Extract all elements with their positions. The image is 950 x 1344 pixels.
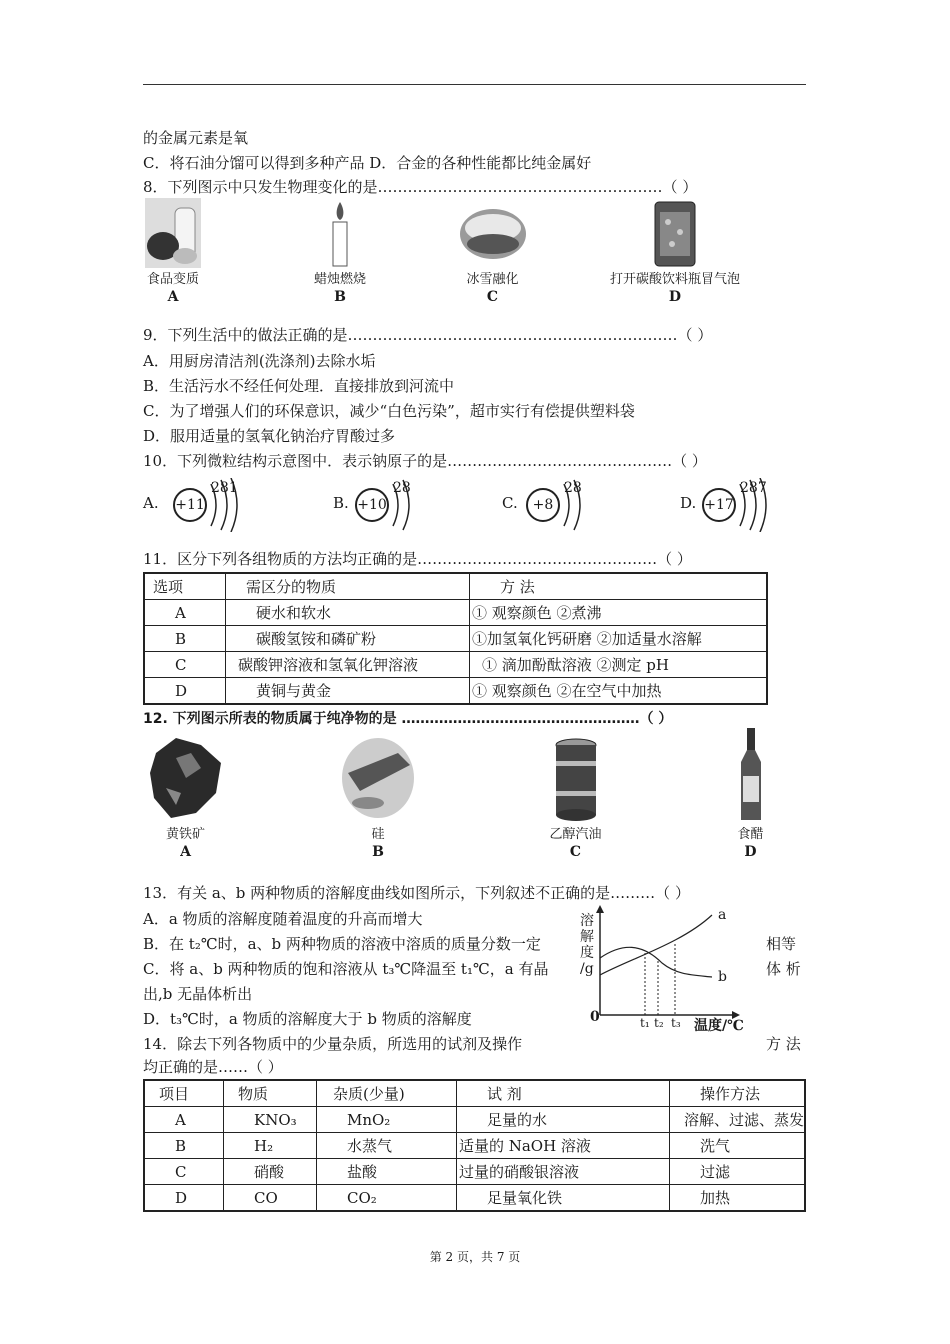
snow-melt-icon bbox=[458, 198, 528, 268]
q13-option: D．t₃℃时，a 物质的溶解度大于 b 物质的溶解度 bbox=[143, 1010, 472, 1028]
q12-option-d bbox=[728, 728, 773, 861]
q8-caption: 食品变质 bbox=[146, 272, 199, 287]
graph-tick: t₂ bbox=[654, 1016, 664, 1030]
q8-option-c bbox=[455, 198, 530, 306]
q13-option: A．a 物质的溶解度随着温度的升高而增大 bbox=[143, 910, 423, 928]
atom-nucleus: +10 bbox=[355, 488, 389, 522]
table-cell: MnO₂ bbox=[316, 1107, 456, 1133]
q8-option-b bbox=[305, 198, 375, 306]
table-cell: KNO₃ bbox=[223, 1107, 316, 1133]
text-line: C．将石油分馏可以得到多种产品 D．合金的各种性能都比纯金属好 bbox=[143, 154, 592, 172]
table-cell: 加热 bbox=[669, 1185, 805, 1212]
q11-table bbox=[143, 572, 768, 705]
table-header-row bbox=[144, 1080, 805, 1107]
table-cell: 溶解、过滤、蒸发 bbox=[669, 1107, 805, 1133]
atom-diagram-a bbox=[143, 478, 253, 532]
table-row bbox=[144, 1107, 805, 1133]
graph-tick: t₁ bbox=[640, 1016, 650, 1030]
table-header-row bbox=[144, 573, 767, 600]
q12-option-a bbox=[143, 733, 228, 861]
q8-letter: A bbox=[167, 289, 179, 305]
table-row bbox=[144, 1133, 805, 1159]
q12-letter: A bbox=[180, 844, 191, 860]
atom-nucleus: +11 bbox=[173, 488, 207, 522]
table-cell: B bbox=[144, 626, 226, 652]
graph-ylabel-char: 溶 bbox=[580, 913, 594, 929]
atom-electrons: 281 bbox=[211, 480, 238, 496]
table-cell: 足量氧化铁 bbox=[456, 1185, 669, 1212]
atom-label: C. bbox=[502, 494, 518, 512]
table-header-cell: 操作方法 bbox=[669, 1080, 805, 1107]
food-spoil-icon bbox=[145, 198, 201, 268]
q8-letter: C bbox=[486, 289, 499, 305]
table-cell: 适量的 NaOH 溶液 bbox=[456, 1133, 669, 1159]
table-cell: ① 观察颜色 ②煮沸 bbox=[470, 600, 768, 626]
table-row bbox=[144, 600, 767, 626]
table-cell: 过量的硝酸银溶液 bbox=[456, 1159, 669, 1185]
curve-b-label: b bbox=[718, 969, 727, 985]
pyrite-icon bbox=[146, 733, 226, 823]
solubility-graph bbox=[572, 903, 742, 1033]
table-cell: A bbox=[144, 1107, 223, 1133]
curve-a-label: a bbox=[718, 907, 727, 923]
table-cell: A bbox=[144, 600, 226, 626]
q12-caption: 乙醇汽油 bbox=[549, 827, 602, 842]
table-cell: 碳酸氢铵和磷矿粉 bbox=[226, 626, 470, 652]
q8-caption: 冰雪融化 bbox=[466, 272, 519, 287]
vinegar-bottle-icon bbox=[736, 728, 766, 823]
table-row bbox=[144, 626, 767, 652]
atom-label: B. bbox=[333, 494, 349, 512]
q9-option: D．服用适量的氢氧化钠治疗胃酸过多 bbox=[143, 427, 396, 445]
q12-option-b bbox=[338, 733, 418, 861]
table-cell: 水蒸气 bbox=[316, 1133, 456, 1159]
silicon-icon bbox=[338, 733, 418, 823]
table-row bbox=[144, 1159, 805, 1185]
table-cell: ①加氢氧化钙研磨 ②加适量水溶解 bbox=[470, 626, 768, 652]
graph-ylabel-char: 度 bbox=[580, 945, 594, 961]
question-13-stem: 13．有关 a、b 两种物质的溶解度曲线如图所示，下列叙述不正确的是………（ ） bbox=[143, 884, 690, 902]
q8-caption: 蜡烛燃烧 bbox=[313, 272, 366, 287]
graph-ylabel bbox=[580, 913, 594, 977]
table-header-cell: 杂质(少量) bbox=[316, 1080, 456, 1107]
atom-diagram-c bbox=[502, 478, 602, 532]
atom-electrons: 28 bbox=[564, 480, 582, 496]
q13-option: B．在 t₂℃时，a、b 两种物质的溶液中溶质的质量分数一定 bbox=[143, 935, 541, 953]
table-header-cell: 选项 bbox=[144, 573, 226, 600]
text-line: 的金属元素是氧 bbox=[143, 129, 249, 147]
question-9-stem: 9．下列生活中的做法正确的是…………………………………………………………（ ） bbox=[143, 326, 713, 344]
q12-letter: B bbox=[372, 844, 384, 860]
q12-caption: 食醋 bbox=[737, 827, 764, 842]
graph-origin: 0 bbox=[590, 1009, 600, 1025]
table-row bbox=[144, 652, 767, 678]
table-cell: CO bbox=[223, 1185, 316, 1212]
table-cell: CO₂ bbox=[316, 1185, 456, 1212]
table-cell: D bbox=[144, 678, 226, 705]
table-cell: D bbox=[144, 1185, 223, 1212]
question-8-stem: 8．下列图示中只发生物理变化的是…………………………………………………（ ） bbox=[143, 178, 698, 196]
q12-letter: D bbox=[744, 844, 757, 860]
barrel-icon bbox=[551, 733, 601, 823]
table-header-cell: 项目 bbox=[144, 1080, 223, 1107]
q12-caption: 黄铁矿 bbox=[165, 827, 205, 842]
graph-ylabel-char: 解 bbox=[580, 929, 594, 945]
q14-table bbox=[143, 1079, 806, 1212]
q12-letter: C bbox=[569, 844, 582, 860]
page-footer: 第 2 页，共 7 页 bbox=[429, 1250, 521, 1264]
q13-option-cont: 出,b 无晶体析出 bbox=[143, 985, 253, 1003]
table-cell: 硬水和软水 bbox=[226, 600, 470, 626]
table-header-cell: 物质 bbox=[223, 1080, 316, 1107]
q9-option: C．为了增强人们的环保意识，减少“白色污染”，超市实行有偿提供塑料袋 bbox=[143, 402, 635, 420]
q12-option-c bbox=[538, 733, 613, 861]
table-cell: 洗气 bbox=[669, 1133, 805, 1159]
table-row bbox=[144, 1185, 805, 1212]
atom-label: A. bbox=[143, 494, 159, 512]
graph-ylabel-char: /g bbox=[580, 961, 594, 977]
table-cell: B bbox=[144, 1133, 223, 1159]
table-cell: C bbox=[144, 1159, 223, 1185]
q9-option: A．用厨房清洁剂(洗涤剂)去除水垢 bbox=[143, 352, 376, 370]
table-cell: C bbox=[144, 652, 226, 678]
table-header-cell: 试 剂 bbox=[456, 1080, 669, 1107]
graph-tick: t₃ bbox=[671, 1016, 681, 1030]
q13-option: C．将 a、b 两种物质的饱和溶液从 t₃℃降温至 t₁℃，a 有晶 bbox=[143, 960, 549, 978]
q8-option-d bbox=[600, 198, 750, 306]
q13-option-tail: 相等 bbox=[766, 935, 797, 953]
question-10-stem: 10．下列微粒结构示意图中．表示钠原子的是………………………………………（ ） bbox=[143, 452, 707, 470]
candle-icon bbox=[320, 198, 360, 268]
table-header-cell: 方 法 bbox=[470, 573, 768, 600]
table-cell: 足量的水 bbox=[456, 1107, 669, 1133]
table-cell: H₂ bbox=[223, 1133, 316, 1159]
question-14-stem-cont: 均正确的是……（ ） bbox=[143, 1058, 283, 1076]
table-header-cell: 需区分的物质 bbox=[226, 573, 470, 600]
atom-nucleus: +8 bbox=[526, 488, 560, 522]
header-rule bbox=[143, 84, 806, 85]
table-cell: 盐酸 bbox=[316, 1159, 456, 1185]
q8-caption: 打开碳酸饮料瓶冒气泡 bbox=[609, 272, 740, 287]
atom-electrons: 287 bbox=[740, 480, 767, 496]
question-11-stem: 11．区分下列各组物质的方法均正确的是…………………………………………（ ） bbox=[143, 550, 692, 568]
atom-label: D. bbox=[680, 494, 697, 512]
atom-electrons: 28 bbox=[393, 480, 411, 496]
table-cell: ① 滴加酚酞溶液 ②测定 pH bbox=[470, 652, 768, 678]
q8-letter: D bbox=[668, 289, 682, 305]
q9-option: B．生活污水不经任何处理．直接排放到河流中 bbox=[143, 377, 455, 395]
table-cell: 过滤 bbox=[669, 1159, 805, 1185]
atom-diagram-d bbox=[680, 478, 790, 532]
soda-bottle-icon bbox=[650, 198, 700, 268]
table-cell: 硝酸 bbox=[223, 1159, 316, 1185]
table-cell: 碳酸钾溶液和氢氧化钾溶液 bbox=[226, 652, 470, 678]
graph-xlabel: 温度/℃ bbox=[694, 1018, 744, 1034]
q13-option-tail: 体 析 bbox=[766, 960, 801, 978]
atom-nucleus: +17 bbox=[702, 488, 736, 522]
question-14-stem: 14．除去下列各物质中的少量杂质，所选用的试剂及操作 bbox=[143, 1035, 523, 1053]
question-14-stem-tail: 方 法 bbox=[766, 1035, 801, 1053]
q12-caption: 硅 bbox=[371, 827, 385, 842]
table-row bbox=[144, 678, 767, 705]
table-cell: ① 观察颜色 ②在空气中加热 bbox=[470, 678, 768, 705]
atom-diagram-b bbox=[333, 478, 433, 532]
q8-option-a bbox=[143, 198, 203, 306]
table-cell: 黄铜与黄金 bbox=[226, 678, 470, 705]
question-12-stem: 12. 下列图示所表的物质属于纯净物的是 ……………………………………………（ ） bbox=[143, 711, 673, 727]
q8-letter: B bbox=[334, 289, 346, 305]
